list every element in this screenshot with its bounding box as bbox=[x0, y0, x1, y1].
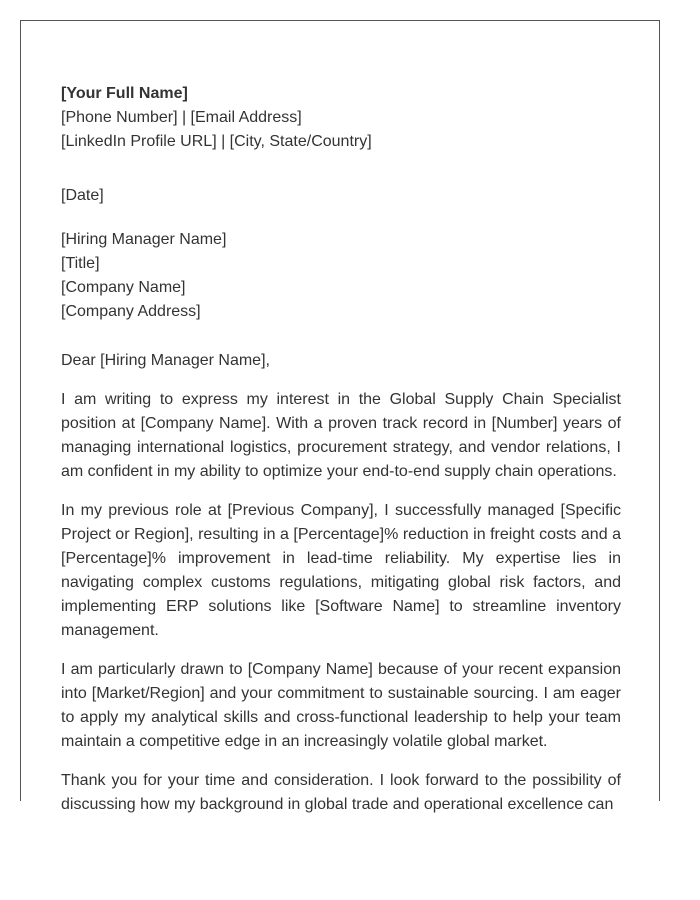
sender-block bbox=[61, 82, 621, 154]
recipient-address: [Company Address] bbox=[61, 303, 201, 320]
body-paragraph-intro: I am writing to express my interest in the Global Supply Chain Specialist position at [Company Name]. With a proven track record in [Number] years of managing international logistics, procurement strategy, and vendor relations, I am confident in my ability to optimize your end-to-end supply chain operations. bbox=[61, 391, 621, 480]
body-paragraph-closing: Thank you for your time and consideration. I look forward to the possibility of discussing how my background in global trade and operational excellence can bbox=[61, 772, 621, 813]
letter-content bbox=[61, 82, 621, 817]
recipient-title: [Title] bbox=[61, 255, 100, 272]
body-paragraph-motivation: I am particularly drawn to [Company Name] because of your recent expansion into [Market/Region] and your commitment to sustainable sourcing. I am eager to apply my analytical skills and cross-functional leadership to help your team maintain a competitive edge in an increasingly volatile global market. bbox=[61, 661, 621, 750]
recipient-company: [Company Name] bbox=[61, 279, 186, 296]
letter-page bbox=[20, 20, 660, 813]
salutation: Dear [Hiring Manager Name], bbox=[61, 352, 270, 369]
body-paragraph-experience: In my previous role at [Previous Company], I successfully managed [Specific Project or Region], resulting in a [Percentage]% reduction in freight costs and a [Percentage]% improvement in lead-time reliability. My expertise lies in navigating complex customs regulations, mitigating global risk factors, and implementing ERP solutions like [Software Name] to streamline inventory management. bbox=[61, 502, 621, 639]
sender-name: [Your Full Name] bbox=[61, 85, 188, 102]
letter-date: [Date] bbox=[61, 187, 104, 204]
sender-contact: [Phone Number] | [Email Address] bbox=[61, 109, 302, 126]
sender-profile: [LinkedIn Profile URL] | [City, State/Country] bbox=[61, 133, 372, 150]
recipient-name: [Hiring Manager Name] bbox=[61, 231, 227, 248]
recipient-block bbox=[61, 228, 621, 324]
